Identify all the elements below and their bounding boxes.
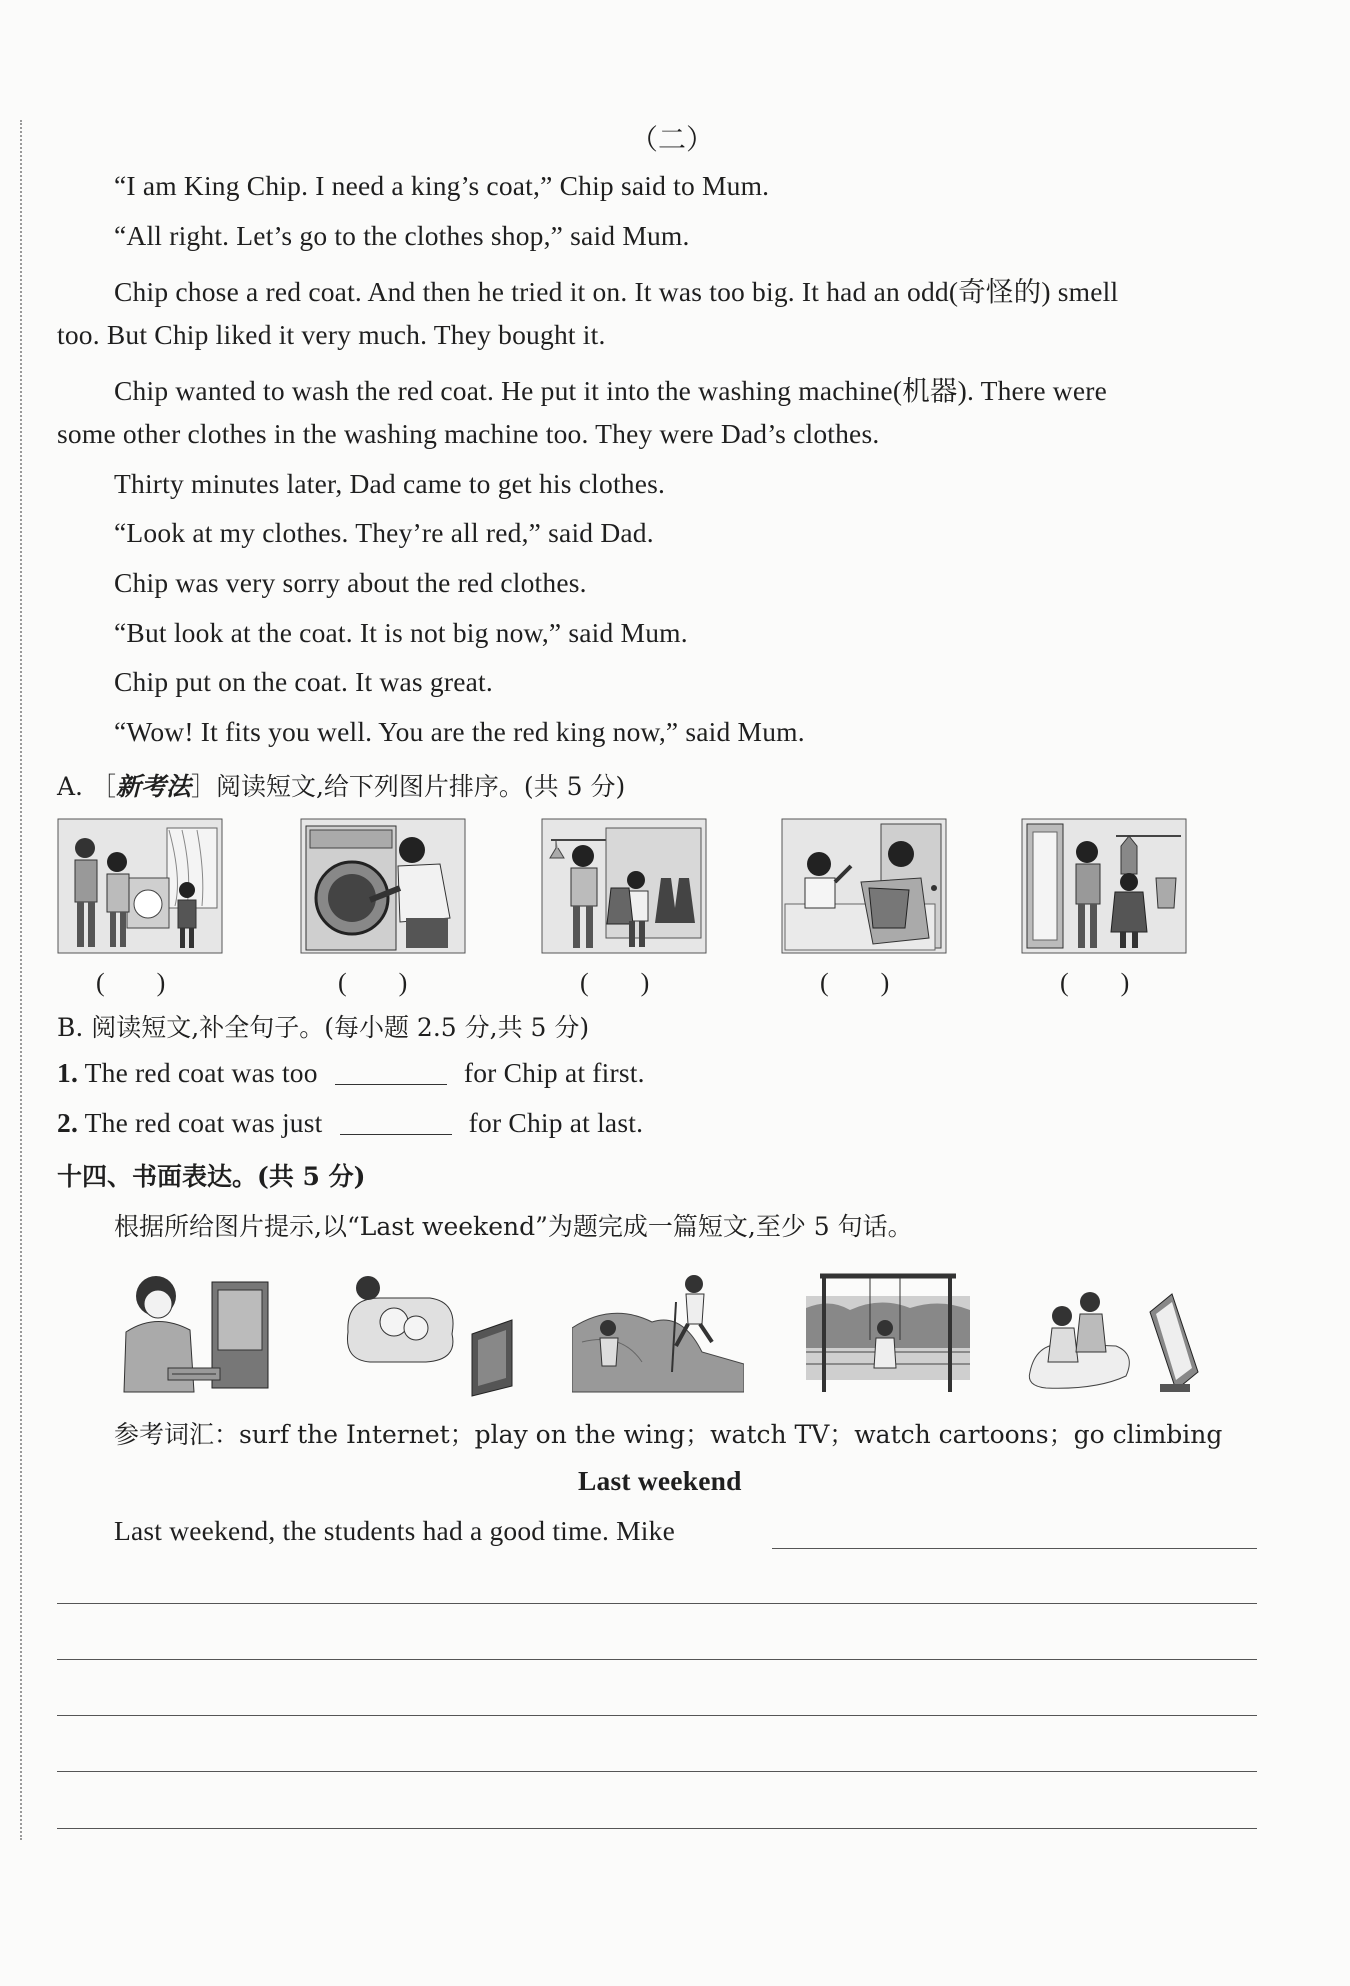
- story-line-6: some other clothes in the washing machine too. They were Dad’s clothes.: [57, 418, 880, 449]
- answer-bracket-5[interactable]: ( ): [1060, 968, 1130, 997]
- story-line-1: “I am King Chip. I need a king’s coat,” Chip said to Mum.: [114, 170, 770, 201]
- writing-picture-climbing: [572, 1272, 744, 1394]
- answer-bracket-2[interactable]: ( ): [338, 968, 408, 997]
- answer-blank-2[interactable]: [340, 1108, 452, 1135]
- writing-picture-internet: [120, 1272, 272, 1394]
- story-line-8: “Look at my clothes. They’re all red,” said Dad.: [114, 517, 654, 548]
- essay-title: Last weekend: [578, 1465, 742, 1496]
- new-method-tag: 新考法: [115, 772, 191, 801]
- question-1: [57, 1057, 645, 1089]
- part-a-prefix: A. ［: [57, 772, 116, 801]
- writing-line-5[interactable]: [57, 1771, 1257, 1772]
- part-b-instruction: B. 阅读短文,补全句子。(每小题 2.5 分,共 5 分): [57, 1013, 590, 1042]
- part-a-instruction: [57, 767, 625, 803]
- vocabulary-hint: 参考词汇：surf the Internet；play on the wing；watch TV；watch cartoons；go climbing: [114, 1420, 1223, 1449]
- story-line-10: “But look at the coat. It is not big now,” said Mum.: [114, 617, 688, 648]
- writing-line-1[interactable]: [772, 1548, 1257, 1549]
- writing-instruction: 根据所给图片提示,以“Last weekend”为题完成一篇短文,至少 5 句话。: [114, 1212, 913, 1241]
- story-line-12: “Wow! It fits you well. You are the red king now,” said Mum.: [114, 716, 805, 747]
- story-picture-1: [57, 818, 223, 954]
- question-1-after: for Chip at first.: [463, 1057, 645, 1088]
- question-2-before: The red coat was just: [84, 1107, 323, 1138]
- answer-bracket-1[interactable]: ( ): [96, 968, 166, 997]
- story-line-3: Chip chose a red coat. And then he tried it on. It was too big. It had an odd(奇怪的) smell: [114, 276, 1119, 307]
- essay-start: Last weekend, the students had a good time. Mike: [114, 1515, 675, 1546]
- question-1-before: The red coat was too: [84, 1057, 318, 1088]
- writing-line-4[interactable]: [57, 1715, 1257, 1716]
- answer-bracket-3[interactable]: ( ): [580, 968, 650, 997]
- story-picture-4: [781, 818, 947, 954]
- story-picture-3: [541, 818, 707, 954]
- writing-heading: 十四、书面表达。(共 5 分): [57, 1162, 366, 1191]
- writing-picture-tv: [340, 1268, 520, 1398]
- story-picture-5: [1021, 818, 1187, 954]
- part-a-text: ］阅读短文,给下列图片排序。(共 5 分): [190, 772, 626, 801]
- story-line-11: Chip put on the coat. It was great.: [114, 666, 493, 697]
- story-line-7: Thirty minutes later, Dad came to get his clothes.: [114, 468, 666, 499]
- answer-blank-1[interactable]: [335, 1058, 447, 1085]
- question-2-number: 2.: [57, 1107, 79, 1138]
- writing-picture-cartoons: [1026, 1272, 1206, 1396]
- story-line-4: too. But Chip liked it very much. They bought it.: [57, 319, 606, 350]
- writing-line-6[interactable]: [57, 1828, 1257, 1829]
- question-2-after: for Chip at last.: [468, 1107, 644, 1138]
- writing-line-2[interactable]: [57, 1603, 1257, 1604]
- question-1-number: 1.: [57, 1057, 79, 1088]
- question-2: [57, 1107, 643, 1139]
- story-picture-2: [300, 818, 466, 954]
- writing-picture-swing: [800, 1268, 976, 1394]
- answer-bracket-4[interactable]: ( ): [820, 968, 890, 997]
- story-line-2: “All right. Let’s go to the clothes shop,” said Mum.: [114, 220, 690, 251]
- writing-line-3[interactable]: [57, 1659, 1257, 1660]
- story-line-9: Chip was very sorry about the red clothes.: [114, 567, 587, 598]
- story-line-5: Chip wanted to wash the red coat. He put it into the washing machine(机器). There were: [114, 375, 1108, 406]
- section-heading: （二）: [630, 125, 715, 156]
